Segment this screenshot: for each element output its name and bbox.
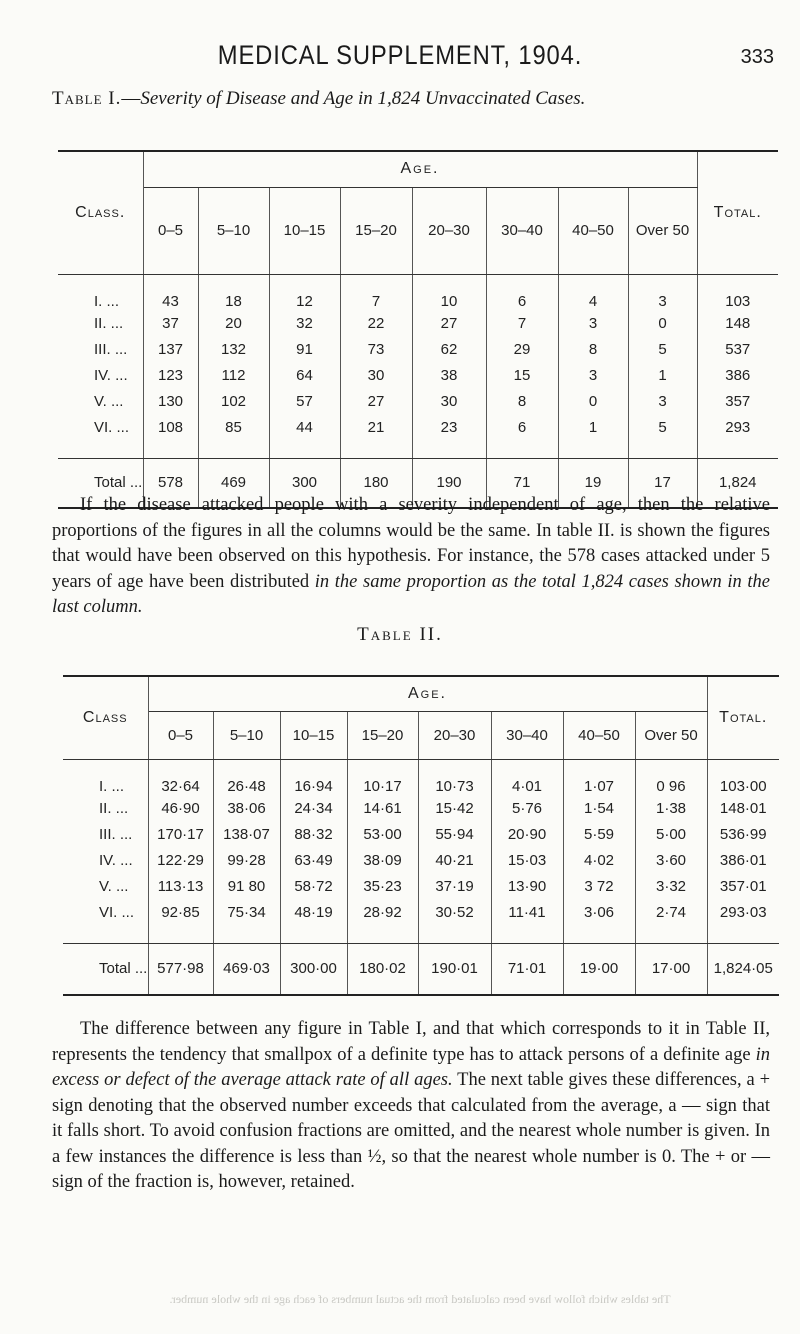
table1-cell: 1 bbox=[558, 414, 628, 440]
table2-row-class: IV. ... bbox=[63, 847, 148, 873]
table2-cell: 37·19 bbox=[418, 873, 491, 899]
table2-age-group: 10–15 bbox=[280, 711, 347, 759]
table2-cell: 4·01 bbox=[491, 759, 563, 795]
table2-total-cell: 19·00 bbox=[563, 943, 635, 995]
table1-spacer-cell bbox=[143, 440, 198, 458]
table1-caption bbox=[52, 88, 585, 110]
table2-row-class: III. ... bbox=[63, 821, 148, 847]
table2-cell: 16·94 bbox=[280, 759, 347, 795]
table2-row-total: 357·01 bbox=[707, 873, 779, 899]
table1-spacer-cell bbox=[198, 440, 269, 458]
table2-cell: 5·59 bbox=[563, 821, 635, 847]
table2-row bbox=[63, 821, 779, 847]
table2-cell: 99·28 bbox=[213, 847, 280, 873]
table1-total-cell: 71 bbox=[486, 458, 558, 508]
table1-cell: 3 bbox=[628, 388, 697, 414]
table1-age-group: 0–5 bbox=[143, 187, 198, 274]
table2-total-label: Total ... bbox=[63, 943, 148, 995]
table1-age-group: 5–10 bbox=[198, 187, 269, 274]
table1-spacer-cell bbox=[269, 440, 340, 458]
table1-row bbox=[58, 388, 778, 414]
table2-cell: 15·42 bbox=[418, 795, 491, 821]
table2-cell: 30·52 bbox=[418, 899, 491, 925]
table1-cell: 12 bbox=[269, 274, 340, 310]
table1-age-group: 30–40 bbox=[486, 187, 558, 274]
table2-spacer-cell bbox=[635, 925, 707, 943]
table1 bbox=[58, 150, 778, 509]
table1-header-total: Total. bbox=[697, 151, 778, 274]
table1-cell: 43 bbox=[162, 293, 179, 310]
table2-row bbox=[63, 847, 779, 873]
table1-cell: 32 bbox=[269, 310, 340, 336]
table2-cell: 28·92 bbox=[347, 899, 418, 925]
table2-cell: 15·03 bbox=[491, 847, 563, 873]
table2-cell: 58·72 bbox=[280, 873, 347, 899]
table2-cell: 3 72 bbox=[563, 873, 635, 899]
table1-row-class: V. ... bbox=[58, 388, 143, 414]
table2-total-cell: 300·00 bbox=[280, 943, 347, 995]
table1-cell: 132 bbox=[198, 336, 269, 362]
table2-cell: 38·09 bbox=[347, 847, 418, 873]
table2-spacer-cell bbox=[213, 925, 280, 943]
table1-caption-text: Severity of Disease and Age in 1,824 Unvaccinated Cases. bbox=[140, 88, 586, 109]
table2-cell: 75·34 bbox=[213, 899, 280, 925]
table1-cell: 20 bbox=[198, 310, 269, 336]
table1-row-total: 386 bbox=[697, 362, 778, 388]
table1-cell: 123 bbox=[157, 366, 184, 384]
table1-cell: 7 bbox=[486, 310, 558, 336]
table2-spacer-cell bbox=[280, 925, 347, 943]
table2-row-class: VI. ... bbox=[63, 899, 148, 925]
paragraph-2-emphasis: in excess or defect of the average attack rate of all ages. bbox=[52, 1044, 770, 1090]
table2-row bbox=[63, 873, 779, 899]
table1-cell: 1 bbox=[628, 362, 697, 388]
table2-cell: 63·49 bbox=[280, 847, 347, 873]
table2-cell: 92·85 bbox=[161, 903, 200, 921]
table2-row bbox=[63, 899, 779, 925]
table1-total-cell: 190 bbox=[412, 458, 486, 508]
table1-cell: 7 bbox=[340, 274, 412, 310]
table2-header-class: Class bbox=[63, 676, 148, 759]
table2-cell: 3·60 bbox=[635, 847, 707, 873]
table1-row-class: III. ... bbox=[58, 336, 143, 362]
table1-row-total: 357 bbox=[697, 388, 778, 414]
table2-cell: 5·00 bbox=[635, 821, 707, 847]
table2-grand-total: 1,824·05 bbox=[707, 943, 779, 995]
table1-age-groups-row bbox=[58, 187, 778, 274]
table2-age-group: 30–40 bbox=[491, 711, 563, 759]
table1-cell: 23 bbox=[412, 414, 486, 440]
table2-body bbox=[63, 759, 779, 995]
table2-cell: 122·29 bbox=[157, 851, 204, 869]
table1-header-class: Class. bbox=[58, 151, 143, 274]
table2-row-total: 293·03 bbox=[707, 899, 779, 925]
table2-header-total: Total. bbox=[707, 676, 779, 759]
table2-row-total: 103·00 bbox=[707, 759, 779, 795]
table1-spacer-row bbox=[58, 440, 778, 458]
table1-spacer-cell bbox=[340, 440, 412, 458]
table2-header-age: Age. bbox=[148, 676, 707, 711]
paragraph-1-emphasis: in the same proportion as the total 1,824 cases shown in the last column. bbox=[52, 571, 770, 617]
table2-spacer-cell bbox=[563, 925, 635, 943]
table1-age-group: 40–50 bbox=[558, 187, 628, 274]
table2-age-group: 15–20 bbox=[347, 711, 418, 759]
table1-cell: 8 bbox=[558, 336, 628, 362]
table2-cell: 20·90 bbox=[491, 821, 563, 847]
table2-cell: 3·06 bbox=[563, 899, 635, 925]
running-title: MEDICAL SUPPLEMENT, 1904. bbox=[217, 40, 583, 70]
table1-cell: 112 bbox=[198, 362, 269, 388]
paragraph-1-text: If the disease attacked people with a severity independent of age, then the relative proportions of the figures in all the columns would be the same. In table II. is shown the figures that would have been observed on this hypothesis. For instance, the 578 cases attacked under 5 years of age have been distributed bbox=[52, 495, 770, 592]
table1-total-cell: 180 bbox=[340, 458, 412, 508]
table2-cell: 55·94 bbox=[418, 821, 491, 847]
table1-cell: 0 bbox=[628, 310, 697, 336]
table1-caption-dash: — bbox=[121, 88, 141, 109]
table2-cell: 11·41 bbox=[491, 899, 563, 925]
table1-cell: 5 bbox=[628, 336, 697, 362]
table1-cell: 27 bbox=[412, 310, 486, 336]
table2-cell: 40·21 bbox=[418, 847, 491, 873]
table1-row-total: 537 bbox=[697, 336, 778, 362]
table2-cell: 10·17 bbox=[347, 759, 418, 795]
paragraph-2-text-b: The next table gives these differences, a + sign denoting that the observed number exceeds that calculated from the average, a — sign that it falls short. To avoid confusion fractions are omitted, and the nearest whole number is given. In a few instances the difference is less than ½, so that the nearest whole number is 0. The + or — sign of the fraction is, however, retained. bbox=[52, 1070, 770, 1192]
table1-total-cell: 19 bbox=[558, 458, 628, 508]
table2-cell: 1·54 bbox=[563, 795, 635, 821]
table1-row-total: 103 bbox=[697, 274, 778, 310]
table1-age-group: 15–20 bbox=[340, 187, 412, 274]
table2-cell: 170·17 bbox=[157, 825, 204, 843]
table2-age-group: 40–50 bbox=[563, 711, 635, 759]
table1-spacer-cell bbox=[58, 440, 143, 458]
table2-total-cell: 469·03 bbox=[213, 943, 280, 995]
table1-cell: 6 bbox=[486, 414, 558, 440]
table1-total-cell: 578 bbox=[143, 458, 198, 508]
table1-row bbox=[58, 310, 778, 336]
table2-cell: 113·13 bbox=[157, 877, 204, 895]
table2-cell: 4·02 bbox=[563, 847, 635, 873]
table1-row-total: 148 bbox=[697, 310, 778, 336]
table1-row-class: II. ... bbox=[58, 310, 143, 336]
table2-cell: 14·61 bbox=[347, 795, 418, 821]
table1-row-class: I. ... bbox=[58, 274, 143, 310]
table2-cell: 0 96 bbox=[635, 759, 707, 795]
table1-cell: 108 bbox=[157, 418, 184, 436]
paragraph-2-text-a: The difference between any figure in Table I, and that which corresponds to it in Table II, represents the tendency that smallpox of a definite type has to attack persons of a definite age bbox=[52, 1019, 770, 1065]
table2-spacer-cell bbox=[148, 925, 213, 943]
table2-row-total: 148·01 bbox=[707, 795, 779, 821]
table1-cell: 3 bbox=[628, 274, 697, 310]
table1-label: Table I. bbox=[52, 88, 122, 109]
table1-cell: 21 bbox=[340, 414, 412, 440]
table1-cell: 37 bbox=[162, 314, 179, 332]
table2-cell: 13·90 bbox=[491, 873, 563, 899]
table1-cell: 44 bbox=[269, 414, 340, 440]
table2-row bbox=[63, 795, 779, 821]
page-number: 333 bbox=[740, 46, 774, 68]
table1-age-group: 10–15 bbox=[269, 187, 340, 274]
table2-cell: 91 80 bbox=[213, 873, 280, 899]
table1-row-class: VI. ... bbox=[58, 414, 143, 440]
table1-spacer-cell bbox=[486, 440, 558, 458]
table1-cell: 4 bbox=[558, 274, 628, 310]
table1-age-group: 20–30 bbox=[412, 187, 486, 274]
table2-cell: 2·74 bbox=[635, 899, 707, 925]
bleed-through-text: The tables which follow have been calculated from the actual numbers of each age in the whole number. bbox=[169, 1292, 671, 1306]
table1-cell: 73 bbox=[340, 336, 412, 362]
table1-cell: 38 bbox=[412, 362, 486, 388]
table1-header-age: Age. bbox=[143, 151, 697, 187]
table2 bbox=[63, 675, 779, 996]
table2-cell: 1·38 bbox=[635, 795, 707, 821]
table2-cell: 35·23 bbox=[347, 873, 418, 899]
table2-spacer-cell bbox=[347, 925, 418, 943]
table1-row bbox=[58, 362, 778, 388]
table2-row-total: 386·01 bbox=[707, 847, 779, 873]
paragraph-2 bbox=[52, 1017, 770, 1196]
table1-cell: 0 bbox=[558, 388, 628, 414]
table2-cell: 10·73 bbox=[418, 759, 491, 795]
table1-cell: 102 bbox=[198, 388, 269, 414]
table2-spacer-cell bbox=[707, 925, 779, 943]
table1-cell: 6 bbox=[486, 274, 558, 310]
table2-cell: 3·32 bbox=[635, 873, 707, 899]
table2-cell: 32·64 bbox=[161, 778, 200, 795]
page-header bbox=[0, 38, 800, 78]
table1-cell: 137 bbox=[157, 340, 184, 358]
table1-row bbox=[58, 414, 778, 440]
table2-cell: 26·48 bbox=[213, 759, 280, 795]
table2-age-group: 5–10 bbox=[213, 711, 280, 759]
table1-cell: 57 bbox=[269, 388, 340, 414]
table2-caption: Table II. bbox=[357, 624, 443, 645]
table2-cell: 1·07 bbox=[563, 759, 635, 795]
table2-cell: 88·32 bbox=[280, 821, 347, 847]
table1-spacer-cell bbox=[697, 440, 778, 458]
table1-row bbox=[58, 274, 778, 310]
table2-row-class: II. ... bbox=[63, 795, 148, 821]
table1-cell: 62 bbox=[412, 336, 486, 362]
table2-total-row bbox=[63, 943, 779, 995]
table1-row bbox=[58, 336, 778, 362]
table2-age-group: Over 50 bbox=[635, 711, 707, 759]
table1-spacer-cell bbox=[628, 440, 697, 458]
table1-total-label: Total ... bbox=[58, 458, 143, 508]
table2-total-cell: 17·00 bbox=[635, 943, 707, 995]
table2-cell: 38·06 bbox=[213, 795, 280, 821]
table2-row-class: I. ... bbox=[63, 759, 148, 795]
table2-total-cell: 71·01 bbox=[491, 943, 563, 995]
table1-cell: 22 bbox=[340, 310, 412, 336]
table1-cell: 18 bbox=[198, 274, 269, 310]
table2-age-group: 20–30 bbox=[418, 711, 491, 759]
table2-spacer-row bbox=[63, 925, 779, 943]
table1-total-cell: 300 bbox=[269, 458, 340, 508]
table1-total-cell: 469 bbox=[198, 458, 269, 508]
table2-cell: 138·07 bbox=[213, 821, 280, 847]
table2-spacer-cell bbox=[63, 925, 148, 943]
table2-row bbox=[63, 759, 779, 795]
table1-cell: 91 bbox=[269, 336, 340, 362]
table1-cell: 130 bbox=[157, 392, 184, 410]
table1-grand-total: 1,824 bbox=[697, 458, 778, 508]
table2-spacer-cell bbox=[418, 925, 491, 943]
table1-spacer-cell bbox=[412, 440, 486, 458]
table1-cell: 3 bbox=[558, 310, 628, 336]
table1-cell: 15 bbox=[486, 362, 558, 388]
table1-cell: 64 bbox=[269, 362, 340, 388]
table1-cell: 10 bbox=[412, 274, 486, 310]
table1-total-cell: 17 bbox=[628, 458, 697, 508]
table2-spacer-cell bbox=[491, 925, 563, 943]
table2-cell: 48·19 bbox=[280, 899, 347, 925]
table1-cell: 3 bbox=[558, 362, 628, 388]
table1-age-group: Over 50 bbox=[628, 187, 697, 274]
table1-cell: 5 bbox=[628, 414, 697, 440]
table2-total-cell: 190·01 bbox=[418, 943, 491, 995]
table2-cell: 53·00 bbox=[347, 821, 418, 847]
table1-body bbox=[58, 274, 778, 508]
table2-total-cell: 577·98 bbox=[148, 943, 213, 995]
table2-age-group: 0–5 bbox=[148, 711, 213, 759]
table1-cell: 27 bbox=[340, 388, 412, 414]
table2-cell: 5·76 bbox=[491, 795, 563, 821]
table1-cell: 8 bbox=[486, 388, 558, 414]
table2-cell: 46·90 bbox=[161, 799, 200, 817]
table1-row-class: IV. ... bbox=[58, 362, 143, 388]
paragraph-1 bbox=[52, 493, 770, 621]
table2-row-total: 536·99 bbox=[707, 821, 779, 847]
table2-age-groups-row bbox=[63, 711, 779, 759]
table1-cell: 85 bbox=[198, 414, 269, 440]
table1-spacer-cell bbox=[558, 440, 628, 458]
table1-cell: 30 bbox=[340, 362, 412, 388]
table2-cell: 24·34 bbox=[280, 795, 347, 821]
table1-cell: 29 bbox=[486, 336, 558, 362]
table2-total-cell: 180·02 bbox=[347, 943, 418, 995]
table1-row-total: 293 bbox=[697, 414, 778, 440]
table1-cell: 30 bbox=[412, 388, 486, 414]
table2-row-class: V. ... bbox=[63, 873, 148, 899]
